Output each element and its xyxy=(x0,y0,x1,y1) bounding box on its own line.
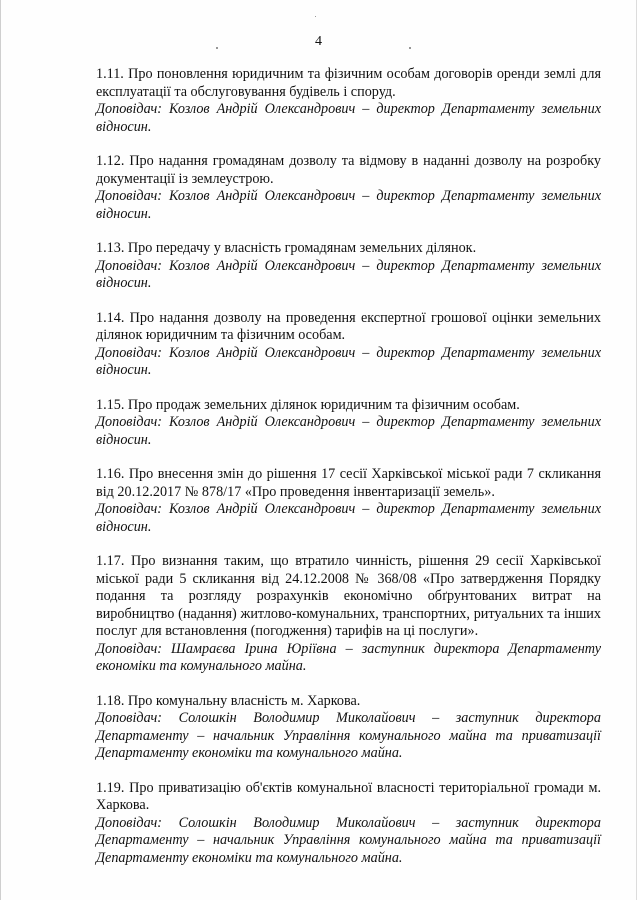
agenda-item-speaker: Доповідач: Козлов Андрій Олександрович – директор Департаменту земельних відносин. xyxy=(96,501,601,535)
agenda-item xyxy=(96,310,601,380)
agenda-item xyxy=(96,153,601,223)
page-number: 4 xyxy=(315,34,322,49)
agenda-item-speaker: Доповідач: Шамраєва Ірина Юріївна – заступник директора Департаменту економіки та комунального майна. xyxy=(96,640,601,674)
agenda-item-speaker: Доповідач: Солошкін Володимир Миколайович – заступник директора Департаменту – начальник Управління комунального майна та приватизації Департаменту економіки та комунального майна. xyxy=(96,814,601,866)
agenda-item-speaker: Доповідач: Козлов Андрій Олександрович – директор Департаменту земельних відносин. xyxy=(96,101,601,135)
agenda-item-title: 1.14. Про надання дозволу на проведення експертної грошової оцінки земельних ділянок юридичним та фізичним особам. xyxy=(96,309,601,343)
agenda-item-title: 1.17. Про визнання таким, що втратило чинність, рішення 29 сесії Харківської міської ради 5 скликання від 24.12.2008 № 368/08 «Про затвердження Порядку подання та розгляду розрахунків економічно обґрунтованих витрат на виробництво (надання) житлово-комунальних, транспортних, ритуальних та інших послуг для встановлення (погодження) тарифів на ці послуги». xyxy=(96,553,601,639)
agenda-item-title: 1.15. Про продаж земельних ділянок юридичним та фізичним особам. xyxy=(96,396,520,413)
page-edge xyxy=(0,0,1,900)
agenda-item-speaker: Доповідач: Козлов Андрій Олександрович – директор Департаменту земельних відносин. xyxy=(96,257,601,291)
scan-speck xyxy=(315,16,316,17)
agenda-item xyxy=(96,66,601,136)
agenda-items xyxy=(96,66,601,884)
agenda-item xyxy=(96,397,601,450)
agenda-item-speaker: Доповідач: Козлов Андрій Олександрович – директор Департаменту земельних відносин. xyxy=(96,344,601,378)
agenda-item xyxy=(96,466,601,536)
agenda-item-title: 1.11. Про поновлення юридичним та фізичним особам договорів оренди землі для експлуатації та обслуговування будівель і споруд. xyxy=(96,66,601,100)
agenda-item-speaker: Доповідач: Козлов Андрій Олександрович – директор Департаменту земельних відносин. xyxy=(96,414,601,448)
agenda-item xyxy=(96,693,601,763)
agenda-item-speaker: Доповідач: Солошкін Володимир Миколайович – заступник директора Департаменту – начальник Управління комунального майна та приватизації Департаменту економіки та комунального майна. xyxy=(96,710,601,761)
agenda-item-title: 1.19. Про приватизацію об'єктів комунальної власності територіальної громади м. Харкова. xyxy=(96,779,601,813)
agenda-item-title: 1.13. Про передачу у власність громадянам земельних ділянок. xyxy=(96,240,477,256)
agenda-item-title: 1.16. Про внесення змін до рішення 17 сесії Харківської міської ради 7 скликання від 20.12.2017 № 878/17 «Про проведення інвентаризації земель». xyxy=(96,466,601,500)
agenda-item xyxy=(96,240,601,293)
agenda-item-title: 1.18. Про комунальну власність м. Харкова. xyxy=(96,692,361,709)
agenda-item-speaker: Доповідач: Козлов Андрій Олександрович – директор Департаменту земельних відносин. xyxy=(96,188,601,222)
agenda-item-title: 1.12. Про надання громадянам дозволу та відмову в наданні дозволу на розробку документації із землеустрою. xyxy=(96,153,601,187)
agenda-item xyxy=(96,780,601,868)
agenda-item xyxy=(96,553,601,676)
